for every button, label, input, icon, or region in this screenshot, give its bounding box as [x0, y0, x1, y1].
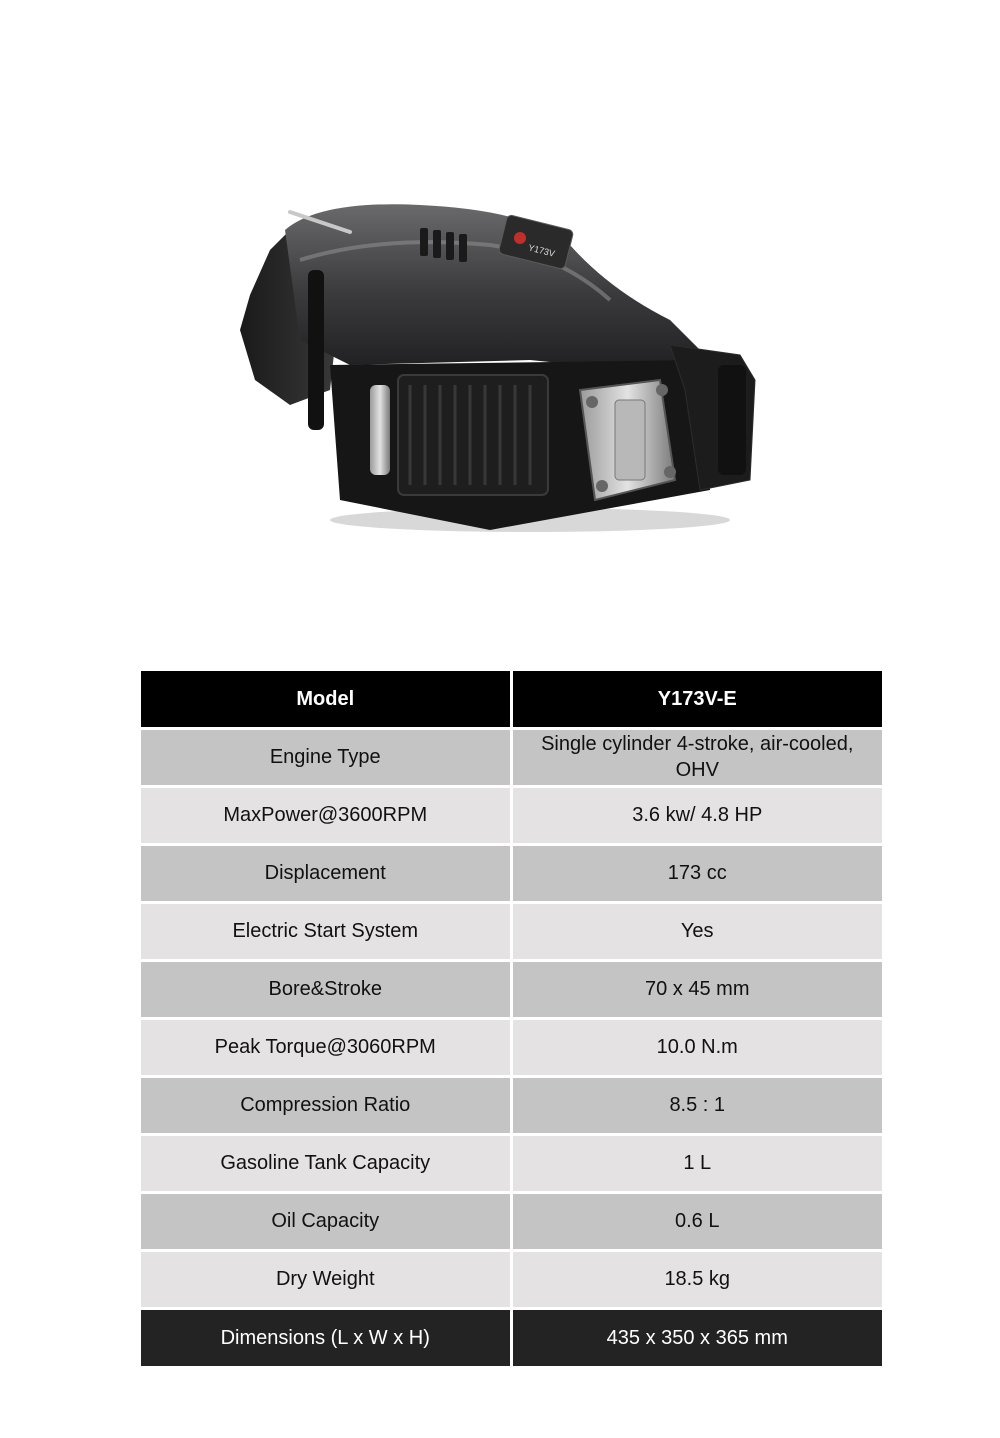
row-value-engine-type: Single cylinder 4-stroke, air-cooled, OHV: [511, 728, 882, 786]
header-label: Model: [141, 671, 511, 728]
table-header-row: [141, 671, 882, 728]
spec-table: [141, 671, 882, 1366]
row-value-compression-ratio: 8.5 : 1: [511, 1076, 882, 1134]
row-value-max-power: 3.6 kw/ 4.8 HP: [511, 786, 882, 844]
row-value-dry-weight: 18.5 kg: [511, 1250, 882, 1308]
table-row: [141, 728, 882, 786]
table-row: [141, 1018, 882, 1076]
row-value-peak-torque: 10.0 N.m: [511, 1018, 882, 1076]
header-model-value: Y173V-E: [511, 671, 882, 728]
row-value-tank-capacity: 1 L: [511, 1134, 882, 1192]
row-label-electric-start: Electric Start System: [141, 902, 511, 960]
row-value-electric-start: Yes: [511, 902, 882, 960]
row-label-dimensions: Dimensions (L x W x H): [141, 1308, 511, 1366]
engine-photo: [230, 190, 770, 540]
row-value-displacement: 173 cc: [511, 844, 882, 902]
table-row: [141, 786, 882, 844]
table-row: [141, 1192, 882, 1250]
row-label-max-power: MaxPower@3600RPM: [141, 786, 511, 844]
table-row: [141, 1308, 882, 1366]
svg-text:Y173V: Y173V: [527, 242, 556, 259]
row-value-oil-capacity: 0.6 L: [511, 1192, 882, 1250]
row-label-bore-stroke: Bore&Stroke: [141, 960, 511, 1018]
table-row: [141, 902, 882, 960]
row-value-dimensions: 435 x 350 x 365 mm: [511, 1308, 882, 1366]
table-row: [141, 1250, 882, 1308]
table-row: [141, 1134, 882, 1192]
row-label-compression-ratio: Compression Ratio: [141, 1076, 511, 1134]
row-label-tank-capacity: Gasoline Tank Capacity: [141, 1134, 511, 1192]
table-row: [141, 960, 882, 1018]
row-label-engine-type: Engine Type: [141, 728, 511, 786]
table-row: [141, 1076, 882, 1134]
row-label-dry-weight: Dry Weight: [141, 1250, 511, 1308]
row-label-displacement: Displacement: [141, 844, 511, 902]
row-label-oil-capacity: Oil Capacity: [141, 1192, 511, 1250]
table-row: [141, 844, 882, 902]
row-value-bore-stroke: 70 x 45 mm: [511, 960, 882, 1018]
row-label-peak-torque: Peak Torque@3060RPM: [141, 1018, 511, 1076]
